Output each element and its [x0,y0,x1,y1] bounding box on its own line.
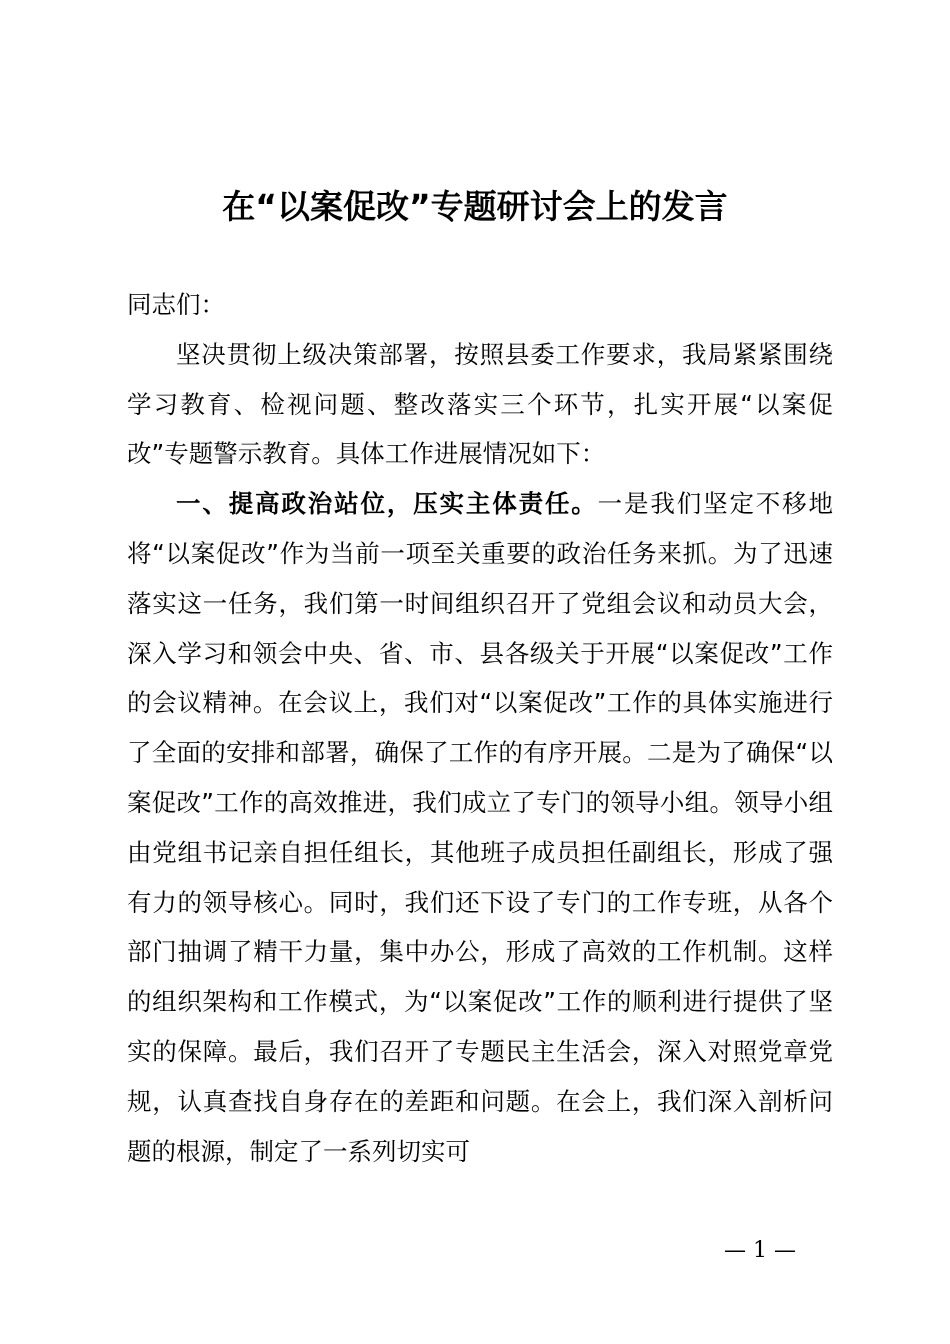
paragraph-section-one [127,479,833,1176]
paragraph-intro-text: 坚决贯彻上级决策部署，按照县委工作要求，我局紧紧围绕学习教育、检视问题、整改落实三个环节，扎实开展“以案促改”专题警示教育。具体工作进展情况如下： [127,339,833,469]
document-body [127,280,833,1176]
salutation: 同志们： [127,290,225,319]
paragraph-intro [127,330,833,479]
section-one-text: 一是我们坚定不移地将“以案促改”作为当前一项至关重要的政治任务来抓。为了迅速落实这一任务，我们第一时间组织召开了党组会议和动员大会，深入学习和领会中央、省、市、县各级关于开展“以案促改”工作的会议精神。在会议上，我们对“以案促改”工作的具体实施进行了全面的安排和部署，确保了工作的有序开展。二是为了确保“以案促改”工作的高效推进，我们成立了专门的领导小组。领导小组由党组书记亲自担任组长，其他班子成员担任副组长，形成了强有力的领导核心。同时，我们还下设了专门的工作专班，从各个部门抽调了精干力量，集中办公，形成了高效的工作机制。这样的组织架构和工作模式，为“以案促改”工作的顺利进行提供了坚实的保障。最后，我们召开了专题民主生活会，深入对照党章党规，认真查找自身存在的差距和问题。在会上，我们深入剖析问题的根源，制定了一系列切实可 [127,489,834,1166]
document-title: 在“以案促改”专题研讨会上的发言 [222,187,728,226]
section-one-heading: 一、提高政治站位，压实主体责任。 [176,489,598,519]
page-number: — 1 — [724,1238,796,1263]
